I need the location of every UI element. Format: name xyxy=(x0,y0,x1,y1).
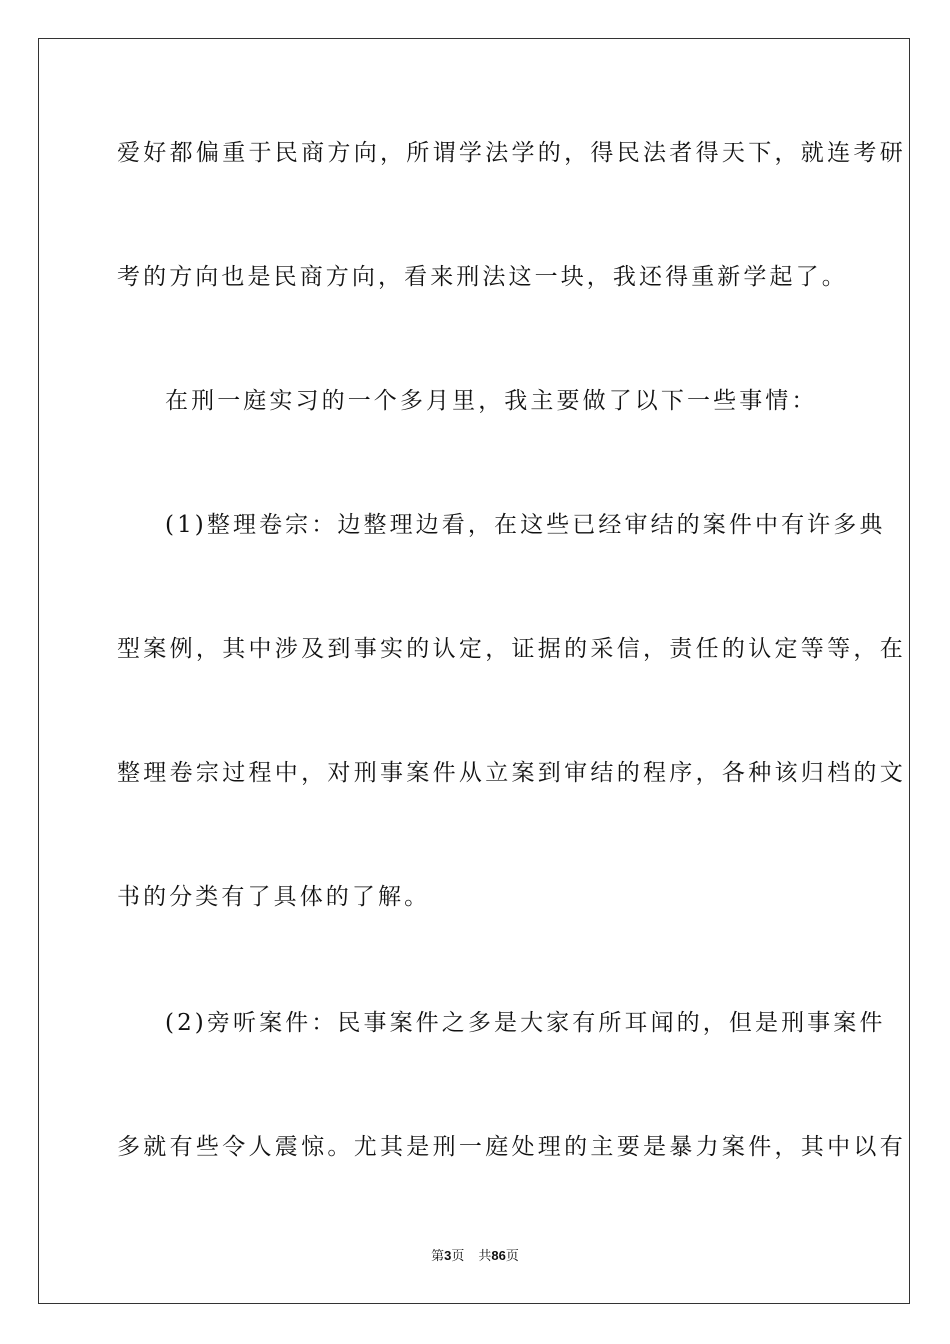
page-number: 3 xyxy=(444,1248,452,1263)
page-border xyxy=(38,38,910,1304)
body-line-2: 考的方向也是民商方向，看来刑法这一块，我还得重新学起了。 xyxy=(117,264,848,290)
paragraph-line-item-2: (2)旁听案件：民事案件之多是大家有所耳闻的，但是刑事案件 xyxy=(165,1010,886,1036)
paragraph-line-item-1: (1)整理卷宗：边整理边看，在这些已经审结的案件中有许多典 xyxy=(165,512,886,538)
page-prefix: 第 xyxy=(431,1249,445,1264)
page-suffix: 页 xyxy=(451,1249,465,1264)
total-prefix: 共 xyxy=(478,1249,492,1264)
body-line-6: 整理卷宗过程中，对刑事案件从立案到审结的程序，各种该归档的文 xyxy=(117,760,906,786)
body-line-5: 型案例，其中涉及到事实的认定，证据的采信，责任的认定等等，在 xyxy=(117,636,906,662)
body-line-1: 爱好都偏重于民商方向，所谓学法学的，得民法者得天下，就连考研 xyxy=(117,140,906,166)
body-line-7: 书的分类有了具体的了解。 xyxy=(117,884,431,910)
body-line-9: 多就有些令人震惊。尤其是刑一庭处理的主要是暴力案件，其中以有 xyxy=(117,1134,906,1160)
total-suffix: 页 xyxy=(505,1249,519,1264)
paragraph-line-intro: 在刑一庭实习的一个多月里，我主要做了以下一些事情： xyxy=(165,388,818,414)
total-pages: 86 xyxy=(491,1248,506,1263)
page-footer xyxy=(0,1248,950,1265)
